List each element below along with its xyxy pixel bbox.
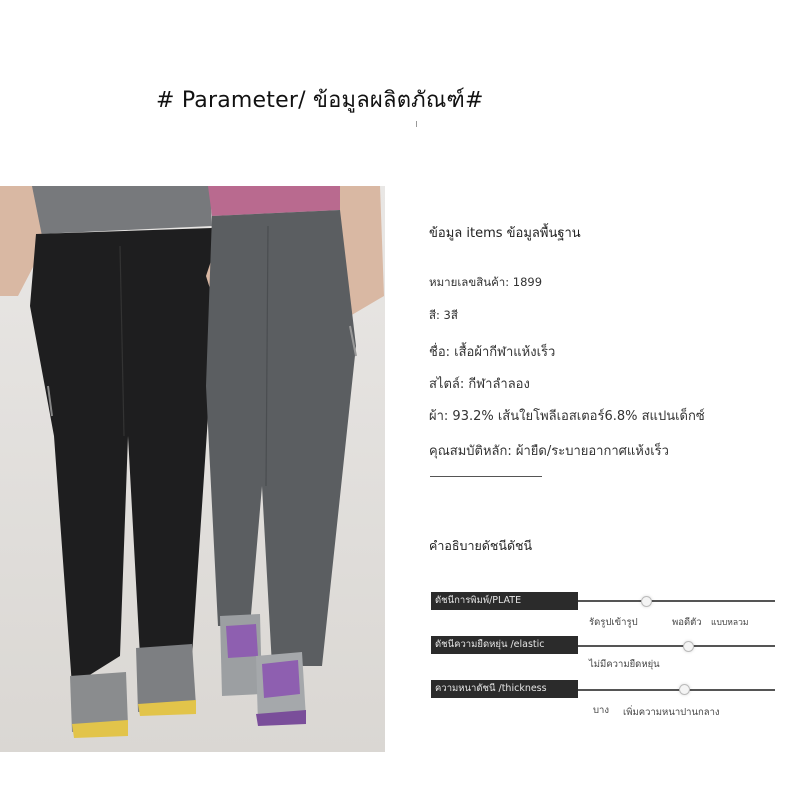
scale-tick-plate-regular: พอดีตัว: [672, 617, 702, 628]
spec-features: คุณสมบัติหลัก: ผ้ายืด/ระบายอากาศแห้งเร็ว: [429, 444, 669, 459]
scale-tick-plate-fitted: รัดรูปเข้ารูป: [589, 617, 638, 628]
scale-knob-elastic: [683, 641, 694, 652]
scale-label-plate: ดัชนีการพิมพ์/PLATE: [431, 592, 578, 610]
index-heading: คำอธิบายดัชนีดัชนี: [429, 538, 533, 553]
scale-tick-plate-loose: แบบหลวม: [711, 618, 749, 628]
title-divider-mark: [416, 121, 417, 127]
scale-knob-plate: [641, 596, 652, 607]
spec-colors: สี: 3สี: [429, 308, 458, 322]
spec-name: ชื่อ: เสื้อผ้ากีฬาแห้งเร็ว: [429, 345, 556, 360]
info-heading: ข้อมูล items ข้อมูลพื้นฐาน: [429, 226, 581, 241]
scale-knob-thickness: [679, 684, 690, 695]
scale-tick-thickness-thin: บาง: [593, 705, 610, 716]
pants-models-illustration: [0, 186, 385, 752]
scale-track-plate: [578, 600, 775, 602]
product-photo: [0, 186, 385, 752]
spec-item-number: หมายเลขสินค้า: 1899: [429, 275, 543, 289]
scale-label-elastic: ดัชนีความยืดหยุ่น /elastic: [431, 636, 578, 654]
scale-label-thickness: ความหนาดัชนี /thickness: [431, 680, 578, 698]
spec-style: สไตล์: กีฬาลำลอง: [429, 377, 530, 392]
page-title: # Parameter/ ข้อมูลผลิตภัณฑ์#: [156, 88, 484, 113]
spec-fabric: ผ้า: 93.2% เส้นใยโพลีเอสเตอร์6.8% สแปนเด็กซ์: [429, 409, 705, 424]
spec-divider: [430, 476, 542, 477]
scale-track-thickness: [578, 689, 775, 691]
scale-tick-thickness-medium: เพิ่มความหนาปานกลาง: [623, 707, 720, 718]
grey-top: [30, 186, 212, 234]
scale-tick-elastic-none: ไม่มีความยืดหยุ่น: [589, 659, 660, 670]
scale-track-elastic: [578, 645, 775, 647]
